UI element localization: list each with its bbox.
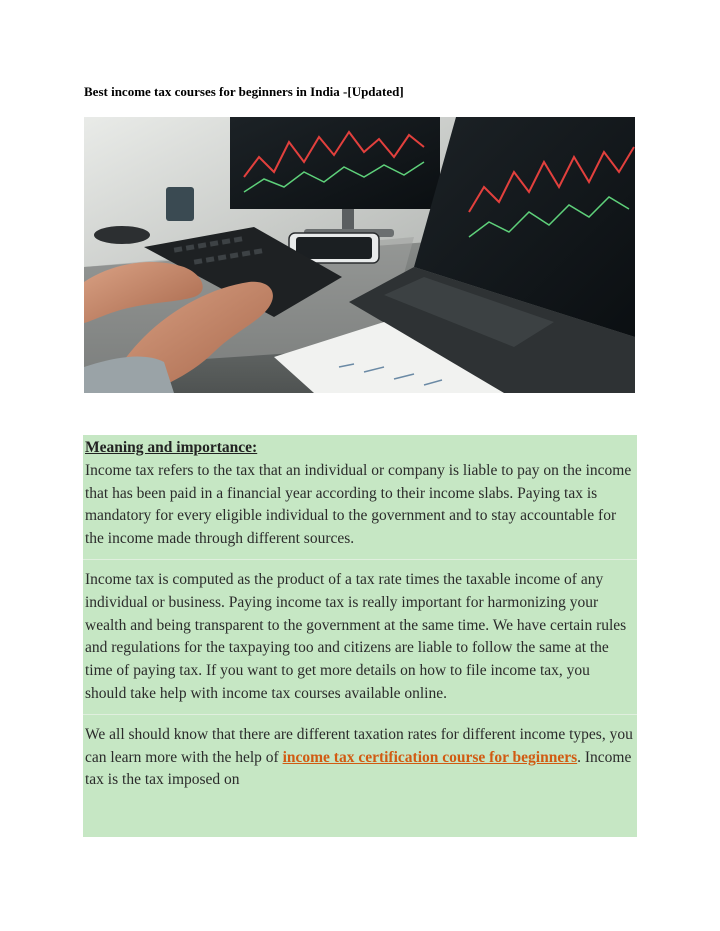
hero-image	[84, 117, 635, 393]
page-title: Best income tax courses for beginners in India -[Updated]	[84, 84, 404, 99]
paragraph-3	[85, 724, 635, 792]
paragraph-3-text-after: . Income tax is the tax imposed on	[85, 748, 632, 789]
section-rates	[83, 714, 637, 792]
section-meaning	[83, 435, 637, 551]
paragraph-3-text-before: We all should know that there are different taxation rates for different income types, you can learn more with the help of	[85, 725, 633, 766]
paragraph-1: Income tax refers to the tax that an individual or company is liable to pay on the income that has been paid in a financial year according to their income slabs. Paying tax is mandatory for every eligible individual to the government and to stay accountable for the income made through different sources.	[85, 461, 632, 548]
section-heading: Meaning and importance:	[85, 439, 258, 456]
paragraph-2: Income tax is computed as the product of a tax rate times the taxable income of any individual or business. Paying income tax is really important for harmonizing your wealth and being transparent to the government at the same time. We have certain rules and regulations for the taxpaying too and citizens are liable to follow the same at the time of paying tax. If you want to get more details on how to file income tax, you should take help with income tax courses available online.	[85, 570, 627, 702]
section-computation	[83, 559, 637, 706]
office-desk-photo-icon	[84, 117, 635, 393]
course-link[interactable]: income tax certification course for beginners	[282, 748, 578, 766]
content-block	[83, 435, 637, 837]
